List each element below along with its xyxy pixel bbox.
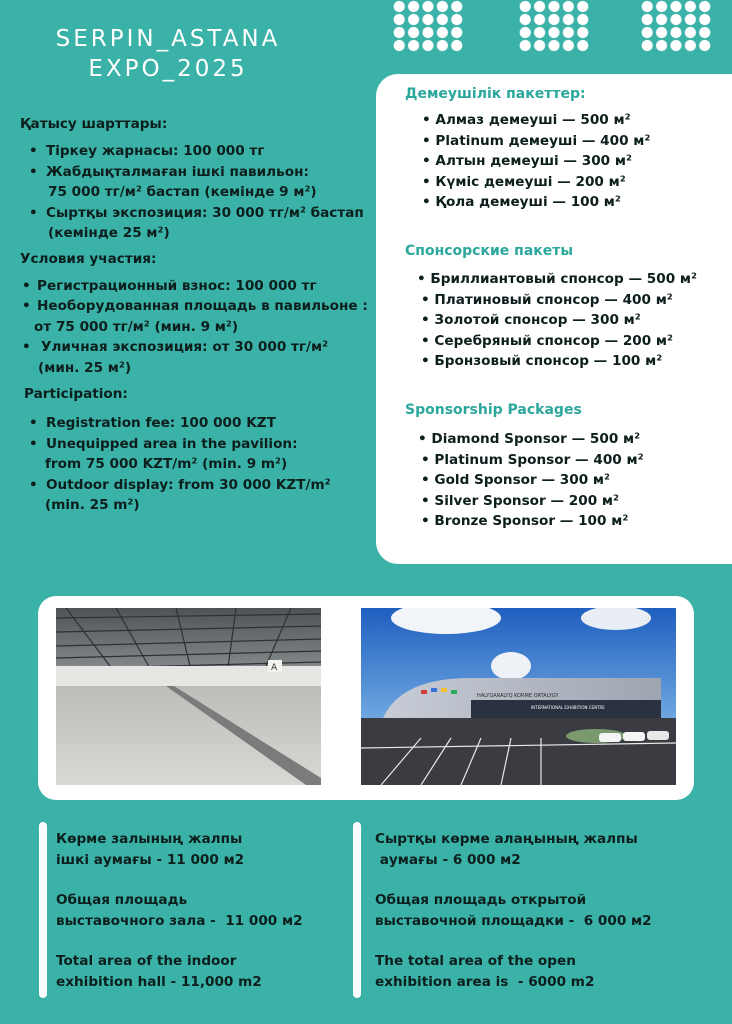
- list-item: Необорудованная площадь в павильоне :: [37, 298, 368, 314]
- list-item: • Бриллиантовый спонсор — 500 м²: [417, 271, 697, 287]
- list-item: • Bronze Sponsor — 100 м²: [421, 513, 629, 529]
- page-title: [28, 24, 308, 84]
- conditions-ru-heading: Условия участия:: [20, 250, 157, 267]
- list-item: • Күміс демеуші — 200 м²: [422, 174, 626, 190]
- sponsorship-card: [376, 74, 732, 564]
- sponsor-en-heading: Sponsorship Packages: [405, 402, 582, 418]
- title-line-2: EXPO_2025: [88, 56, 248, 82]
- dot-pattern-1: [392, 0, 464, 52]
- list-item: (кемінде 25 м²): [48, 225, 170, 241]
- list-item: (min. 25 m²): [45, 497, 140, 513]
- list-item: • Platinum демеуші — 400 м²: [422, 133, 651, 149]
- title-line-1: SERPIN_ASTANA: [55, 26, 281, 52]
- list-item: • Бронзовый спонсор — 100 м²: [421, 353, 663, 369]
- sponsor-ru-heading: Спонсорские пакеты: [405, 243, 574, 259]
- stat-divider-left: [39, 822, 47, 998]
- list-item: • Алмаз демеуші — 500 м²: [422, 112, 631, 128]
- outdoor-stat-en: The total area of the open exhibition area is - 6000 m2: [375, 953, 595, 990]
- list-item: • Platinum Sponsor — 400 м²: [421, 452, 644, 468]
- conditions-kz: Қатысу шарттары: • Тіркеу жарнасы: 100 000 тг • Жабдықталмаған ішкі павильон: 75 000 тг/м² бастап (кемінде 9 м²) • Сыртқы экспозиция: 30 000 тг/м² бастап (кемінде 25 м²): [20, 114, 372, 244]
- conditions-kz-heading: Қатысу шарттары:: [20, 116, 168, 132]
- list-item: • Silver Sponsor — 200 м²: [421, 493, 619, 509]
- list-item: от 75 000 тг/м² (мин. 9 м²): [34, 318, 239, 335]
- list-item: • Қола демеуші — 100 м²: [422, 194, 621, 210]
- list-item: (мин. 25 м²): [38, 359, 132, 376]
- indoor-stat-ru: Общая площадь выставочного зала - 11 000 м2: [56, 892, 303, 929]
- list-item: from 75 000 KZT/m² (min. 9 m²): [45, 456, 288, 472]
- list-item: Outdoor display: from 30 000 KZT/m²: [46, 476, 331, 493]
- list-item: Жабдықталмаған ішкі павильон:: [46, 163, 309, 180]
- stat-divider-right: [353, 822, 361, 998]
- indoor-stat-en: Total area of the indoor exhibition hall - 11,000 m2: [56, 953, 262, 990]
- indoor-hall-photo: [56, 608, 321, 785]
- list-item: • Серебряный спонсор — 200 м²: [421, 333, 674, 349]
- list-item: Unequipped area in the pavilion:: [46, 435, 298, 452]
- photo-strip: [38, 596, 694, 800]
- outdoor-stat-ru: Общая площадь открытой выставочной площадки - 6 000 м2: [375, 892, 652, 929]
- dot-pattern-3: [640, 0, 712, 52]
- list-item: Registration fee: 100 000 KZT: [46, 415, 276, 431]
- conditions-ru: Условия участия: • Регистрационный взнос: 100 000 тг • Необорудованная площадь в павильоне : от 75 000 тг/м² (мин. 9 м²) • Уличная экспозиция: от 30 000 тг/м² (мин. 25 м²): [20, 249, 372, 379]
- list-item: Уличная экспозиция: от 30 000 тг/м²: [41, 339, 329, 355]
- list-item: Тіркеу жарнасы: 100 000 тг: [46, 143, 265, 159]
- list-item: 75 000 тг/м² бастап (кемінде 9 м²): [48, 184, 317, 200]
- participation-conditions: [20, 114, 372, 516]
- list-item: • Gold Sponsor — 300 м²: [421, 472, 610, 488]
- list-item: • Золотой спонсор — 300 м²: [421, 312, 641, 328]
- sponsor-kz-heading: Демеушілік пакеттер:: [405, 86, 586, 102]
- list-item: • Платиновый спонсор — 400 м²: [421, 292, 673, 308]
- indoor-stat-kz: Көрме залының жалпы ішкі аумағы - 11 000 м2: [56, 831, 245, 868]
- outdoor-stat-kz: Сыртқы көрме алаңының жалпы аумағы - 6 000 м2: [375, 831, 638, 868]
- list-item: • Diamond Sponsor — 500 м²: [418, 431, 641, 447]
- conditions-en-heading: Participation:: [24, 386, 128, 402]
- hall-sign: A: [271, 663, 278, 673]
- conditions-en: Participation: • Registration fee: 100 000 KZT • Unequipped area in the pavilion: from 75 000 KZT/m² (min. 9 m²) • Outdoor display: from 30 000 KZT/m² (min. 25 m²): [20, 384, 372, 516]
- list-item: Сыртқы экспозиция: 30 000 тг/м² бастап: [46, 204, 364, 221]
- facade-text: HALYQARALYQ KORME ORTALYGY: [477, 693, 559, 699]
- dot-pattern-2: [518, 0, 590, 52]
- list-item: • Алтын демеуші — 300 м²: [422, 153, 632, 169]
- outdoor-venue-photo: [361, 608, 676, 785]
- list-item: Регистрационный взнос: 100 000 тг: [37, 277, 317, 294]
- entrance-sign: INTERNATIONAL EXHIBITION CENTRE: [531, 705, 605, 710]
